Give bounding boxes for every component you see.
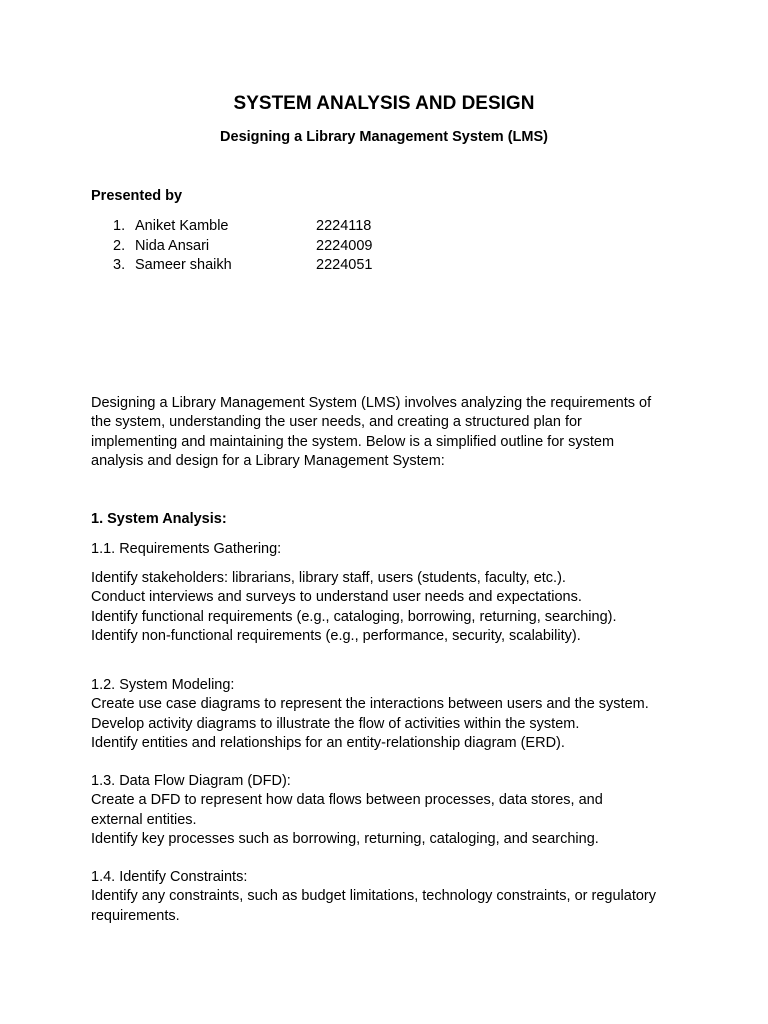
subsection-heading: 1.2. System Modeling: xyxy=(91,677,235,693)
section-heading: 1. System Analysis: xyxy=(91,511,227,527)
intro-line: Designing a Library Management System (LMS) involves analyzing the requirements of xyxy=(91,395,652,411)
text-line: Create use case diagrams to represent the interactions between users and the system. xyxy=(91,696,649,713)
intro-line: analysis and design for a Library Management System: xyxy=(91,452,445,469)
text-line: Identify stakeholders: librarians, library staff, users (students, faculty, etc.). xyxy=(91,570,566,586)
presenter-number: 2. xyxy=(113,237,126,254)
text-line: Identify key processes such as borrowing, returning, cataloging, and searching. xyxy=(91,830,599,847)
presenter-number: 3. xyxy=(113,257,126,273)
document-subtitle: Designing a Library Management System (LMS) xyxy=(220,129,548,145)
subsection-heading: 1.3. Data Flow Diagram (DFD): xyxy=(91,773,291,789)
intro-line: the system, understanding the user needs, and creating a structured plan for xyxy=(91,414,582,431)
text-line: external entities. xyxy=(91,811,197,828)
presenter-id: 2224118 xyxy=(316,218,372,234)
text-line: Conduct interviews and surveys to understand user needs and expectations. xyxy=(91,589,582,606)
intro-line: implementing and maintaining the system. Below is a simplified outline for system xyxy=(91,433,615,450)
presenter-number: 1. xyxy=(113,218,126,234)
text-line: Identify functional requirements (e.g., cataloging, borrowing, returning, searching). xyxy=(91,608,617,625)
text-line: requirements. xyxy=(91,907,180,924)
document-title: SYSTEM ANALYSIS AND DESIGN xyxy=(233,93,535,114)
text-line: Identify non-functional requirements (e.g., performance, security, scalability). xyxy=(91,627,581,644)
system-modeling-section xyxy=(91,676,691,753)
presenter-name: Nida Ansari xyxy=(135,237,210,254)
text-line: Identify any constraints, such as budget limitations, technology constraints, or regulatory xyxy=(91,888,656,905)
presenter-name: Aniket Kamble xyxy=(135,218,229,234)
requirements-list xyxy=(91,569,691,646)
text-line: Create a DFD to represent how data flows between processes, data stores, and xyxy=(91,792,603,809)
presenter-name: Sameer shaikh xyxy=(135,257,232,273)
constraints-section xyxy=(91,868,691,926)
presenter-id: 2224009 xyxy=(316,237,373,254)
subsection-heading: 1.1. Requirements Gathering: xyxy=(91,541,282,557)
text-line: Identify entities and relationships for an entity-relationship diagram (ERD). xyxy=(91,734,565,751)
subsection-heading: 1.4. Identify Constraints: xyxy=(91,869,248,885)
dfd-section xyxy=(91,772,691,849)
text-line: Develop activity diagrams to illustrate the flow of activities within the system. xyxy=(91,715,580,732)
presenter-id: 2224051 xyxy=(316,257,373,273)
presented-by-label: Presented by xyxy=(91,188,183,204)
intro-paragraph xyxy=(91,394,691,471)
